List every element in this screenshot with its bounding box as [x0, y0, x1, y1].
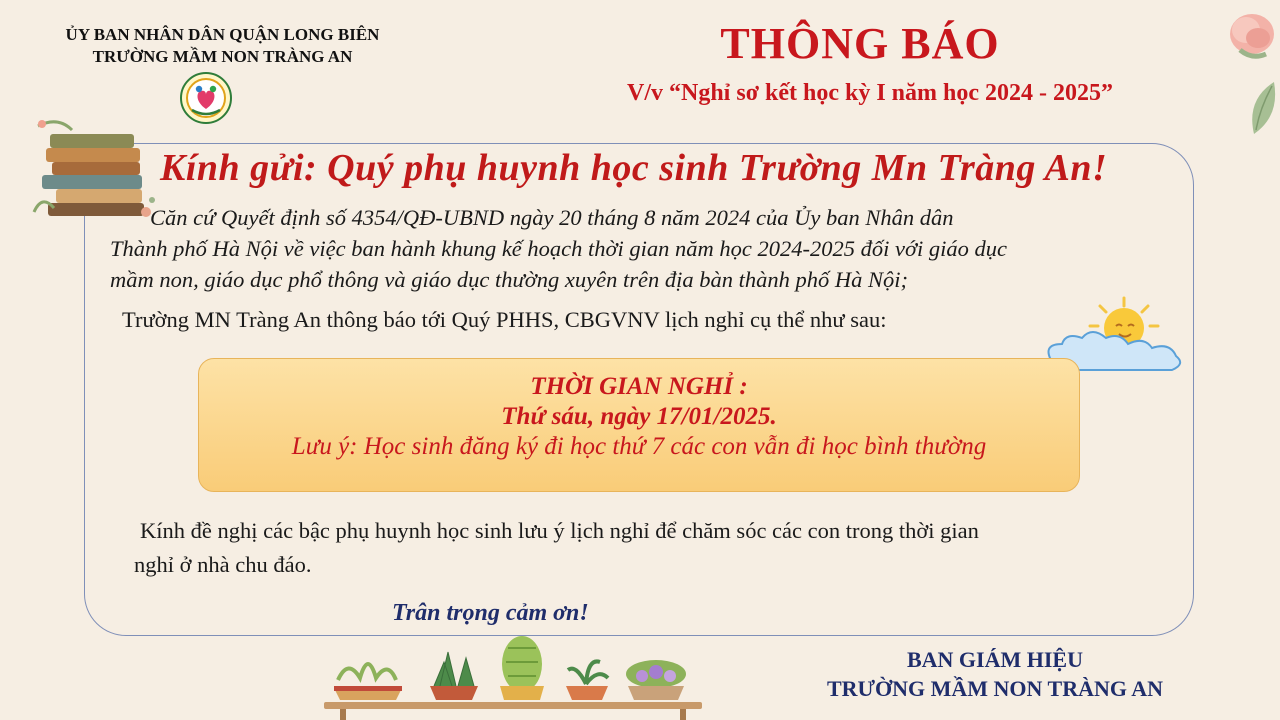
notice-line: Trường MN Tràng An thông báo tới Quý PHHS, CBGVNV lịch nghỉ cụ thể như sau:: [122, 307, 887, 332]
basis-paragraph: [110, 202, 1185, 295]
page-subtitle: V/v “Nghỉ sơ kết học kỳ I năm học 2024 - 2025”: [627, 80, 1113, 106]
thanks-text: Trân trọng cảm ơn!: [392, 600, 589, 626]
greeting: Kính gửi: Quý phụ huynh học sinh Trường Mn Tràng An!: [160, 147, 1108, 189]
holiday-note: Lưu ý: Học sinh đăng ký đi học thứ 7 các con vẫn đi học bình thường: [291, 433, 987, 460]
organization-header: [10, 24, 435, 68]
signature-line-1: BAN GIÁM HIỆU: [906, 647, 1083, 672]
org-line-1: ỦY BAN NHÂN DÂN QUẬN LONG BIÊN: [65, 25, 380, 44]
basis-line-1: Căn cứ Quyết định số 4354/QĐ-UBND ngày 20 tháng 8 năm 2024 của Ủy ban Nhân dân: [150, 205, 954, 230]
leaf-icon: [1244, 80, 1280, 136]
signature-block: [790, 645, 1200, 703]
basis-line-2: Thành phố Hà Nội về việc ban hành khung kế hoạch thời gian năm học 2024-2025 đối với giáo dục: [110, 236, 1008, 261]
org-line-2: TRƯỜNG MẦM NON TRÀNG AN: [92, 47, 353, 66]
holiday-heading: THỜI GIAN NGHỈ :: [530, 373, 748, 400]
holiday-date: Thứ sáu, ngày 17/01/2025.: [501, 403, 777, 430]
plant-shelf-icon: [318, 628, 708, 720]
school-logo-icon: [180, 72, 232, 124]
request-line-2: nghỉ ở nhà chu đáo.: [134, 552, 312, 577]
request-line-1: Kính đề nghị các bậc phụ huynh học sinh lưu ý lịch nghỉ để chăm sóc các con trong thời gian: [140, 518, 979, 543]
page-title: THÔNG BÁO: [720, 19, 1000, 68]
basis-line-3: mầm non, giáo dục phổ thông và giáo dục thường xuyên trên địa bàn thành phố Hà Nội;: [110, 267, 908, 292]
holiday-box: [198, 358, 1080, 492]
request-paragraph: [134, 514, 1174, 582]
signature-line-2: TRƯỜNG MẦM NON TRÀNG AN: [826, 676, 1164, 701]
flower-icon: [1222, 4, 1280, 66]
